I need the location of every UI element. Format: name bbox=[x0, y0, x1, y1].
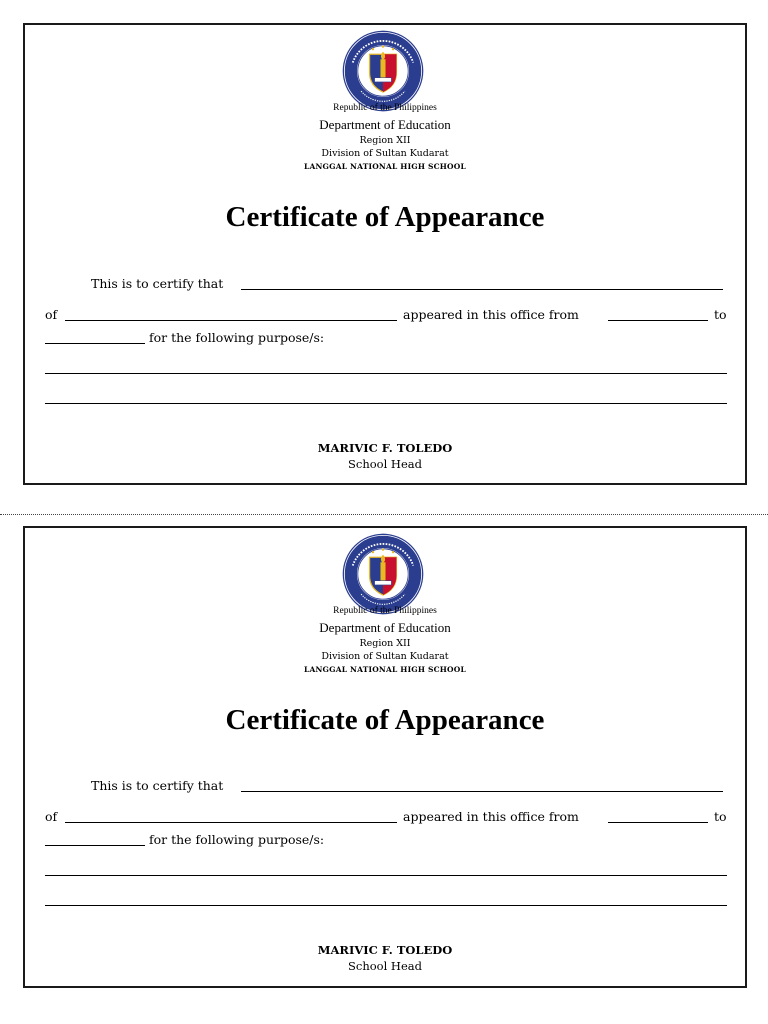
date-from-blank[interactable] bbox=[608, 822, 708, 823]
deped-seal-icon bbox=[341, 532, 425, 616]
purpose-label: for the following purpose/s: bbox=[149, 330, 325, 345]
certify-prefix: This is to certify that bbox=[91, 276, 224, 291]
appeared-label: appeared in this office from bbox=[403, 307, 579, 322]
date-to-blank[interactable] bbox=[45, 343, 145, 344]
school-heading: LANGGAL NATIONAL HIGH SCHOOL bbox=[303, 162, 467, 171]
purpose-blank-2[interactable] bbox=[45, 905, 727, 906]
date-to-blank[interactable] bbox=[45, 845, 145, 846]
to-label: to bbox=[714, 307, 727, 322]
signatory-position: School Head bbox=[348, 457, 422, 471]
cut-line-divider bbox=[0, 514, 768, 515]
of-label: of bbox=[45, 809, 58, 824]
certificate-title: Certificate of Appearance bbox=[225, 704, 545, 736]
purpose-blank-2[interactable] bbox=[45, 403, 727, 404]
signatory-position: School Head bbox=[348, 959, 422, 973]
certificate-title: Certificate of Appearance bbox=[225, 201, 545, 233]
region-heading: Region XII bbox=[359, 638, 411, 649]
school-heading: LANGGAL NATIONAL HIGH SCHOOL bbox=[303, 665, 467, 674]
purpose-blank-1[interactable] bbox=[45, 875, 727, 876]
office-blank[interactable] bbox=[65, 822, 397, 823]
purpose-label: for the following purpose/s: bbox=[149, 832, 325, 847]
division-heading: Division of Sultan Kudarat bbox=[321, 148, 449, 159]
appeared-label: appeared in this office from bbox=[403, 809, 579, 824]
certificate-2 bbox=[23, 526, 747, 988]
republic-heading: Republic of the Philippines bbox=[333, 103, 437, 113]
division-heading: Division of Sultan Kudarat bbox=[321, 651, 449, 662]
department-heading: Department of Education bbox=[319, 117, 451, 132]
signatory-name: MARIVIC F. TOLEDO bbox=[317, 441, 453, 455]
name-blank[interactable] bbox=[241, 791, 723, 792]
of-label: of bbox=[45, 307, 58, 322]
name-blank[interactable] bbox=[241, 289, 723, 290]
date-from-blank[interactable] bbox=[608, 320, 708, 321]
signatory-name: MARIVIC F. TOLEDO bbox=[317, 943, 453, 957]
region-heading: Region XII bbox=[359, 135, 411, 146]
deped-seal-icon bbox=[341, 29, 425, 113]
to-label: to bbox=[714, 809, 727, 824]
office-blank[interactable] bbox=[65, 320, 397, 321]
department-heading: Department of Education bbox=[319, 620, 451, 635]
certificate-1 bbox=[23, 23, 747, 485]
republic-heading: Republic of the Philippines bbox=[333, 606, 437, 616]
certify-prefix: This is to certify that bbox=[91, 778, 224, 793]
purpose-blank-1[interactable] bbox=[45, 373, 727, 374]
